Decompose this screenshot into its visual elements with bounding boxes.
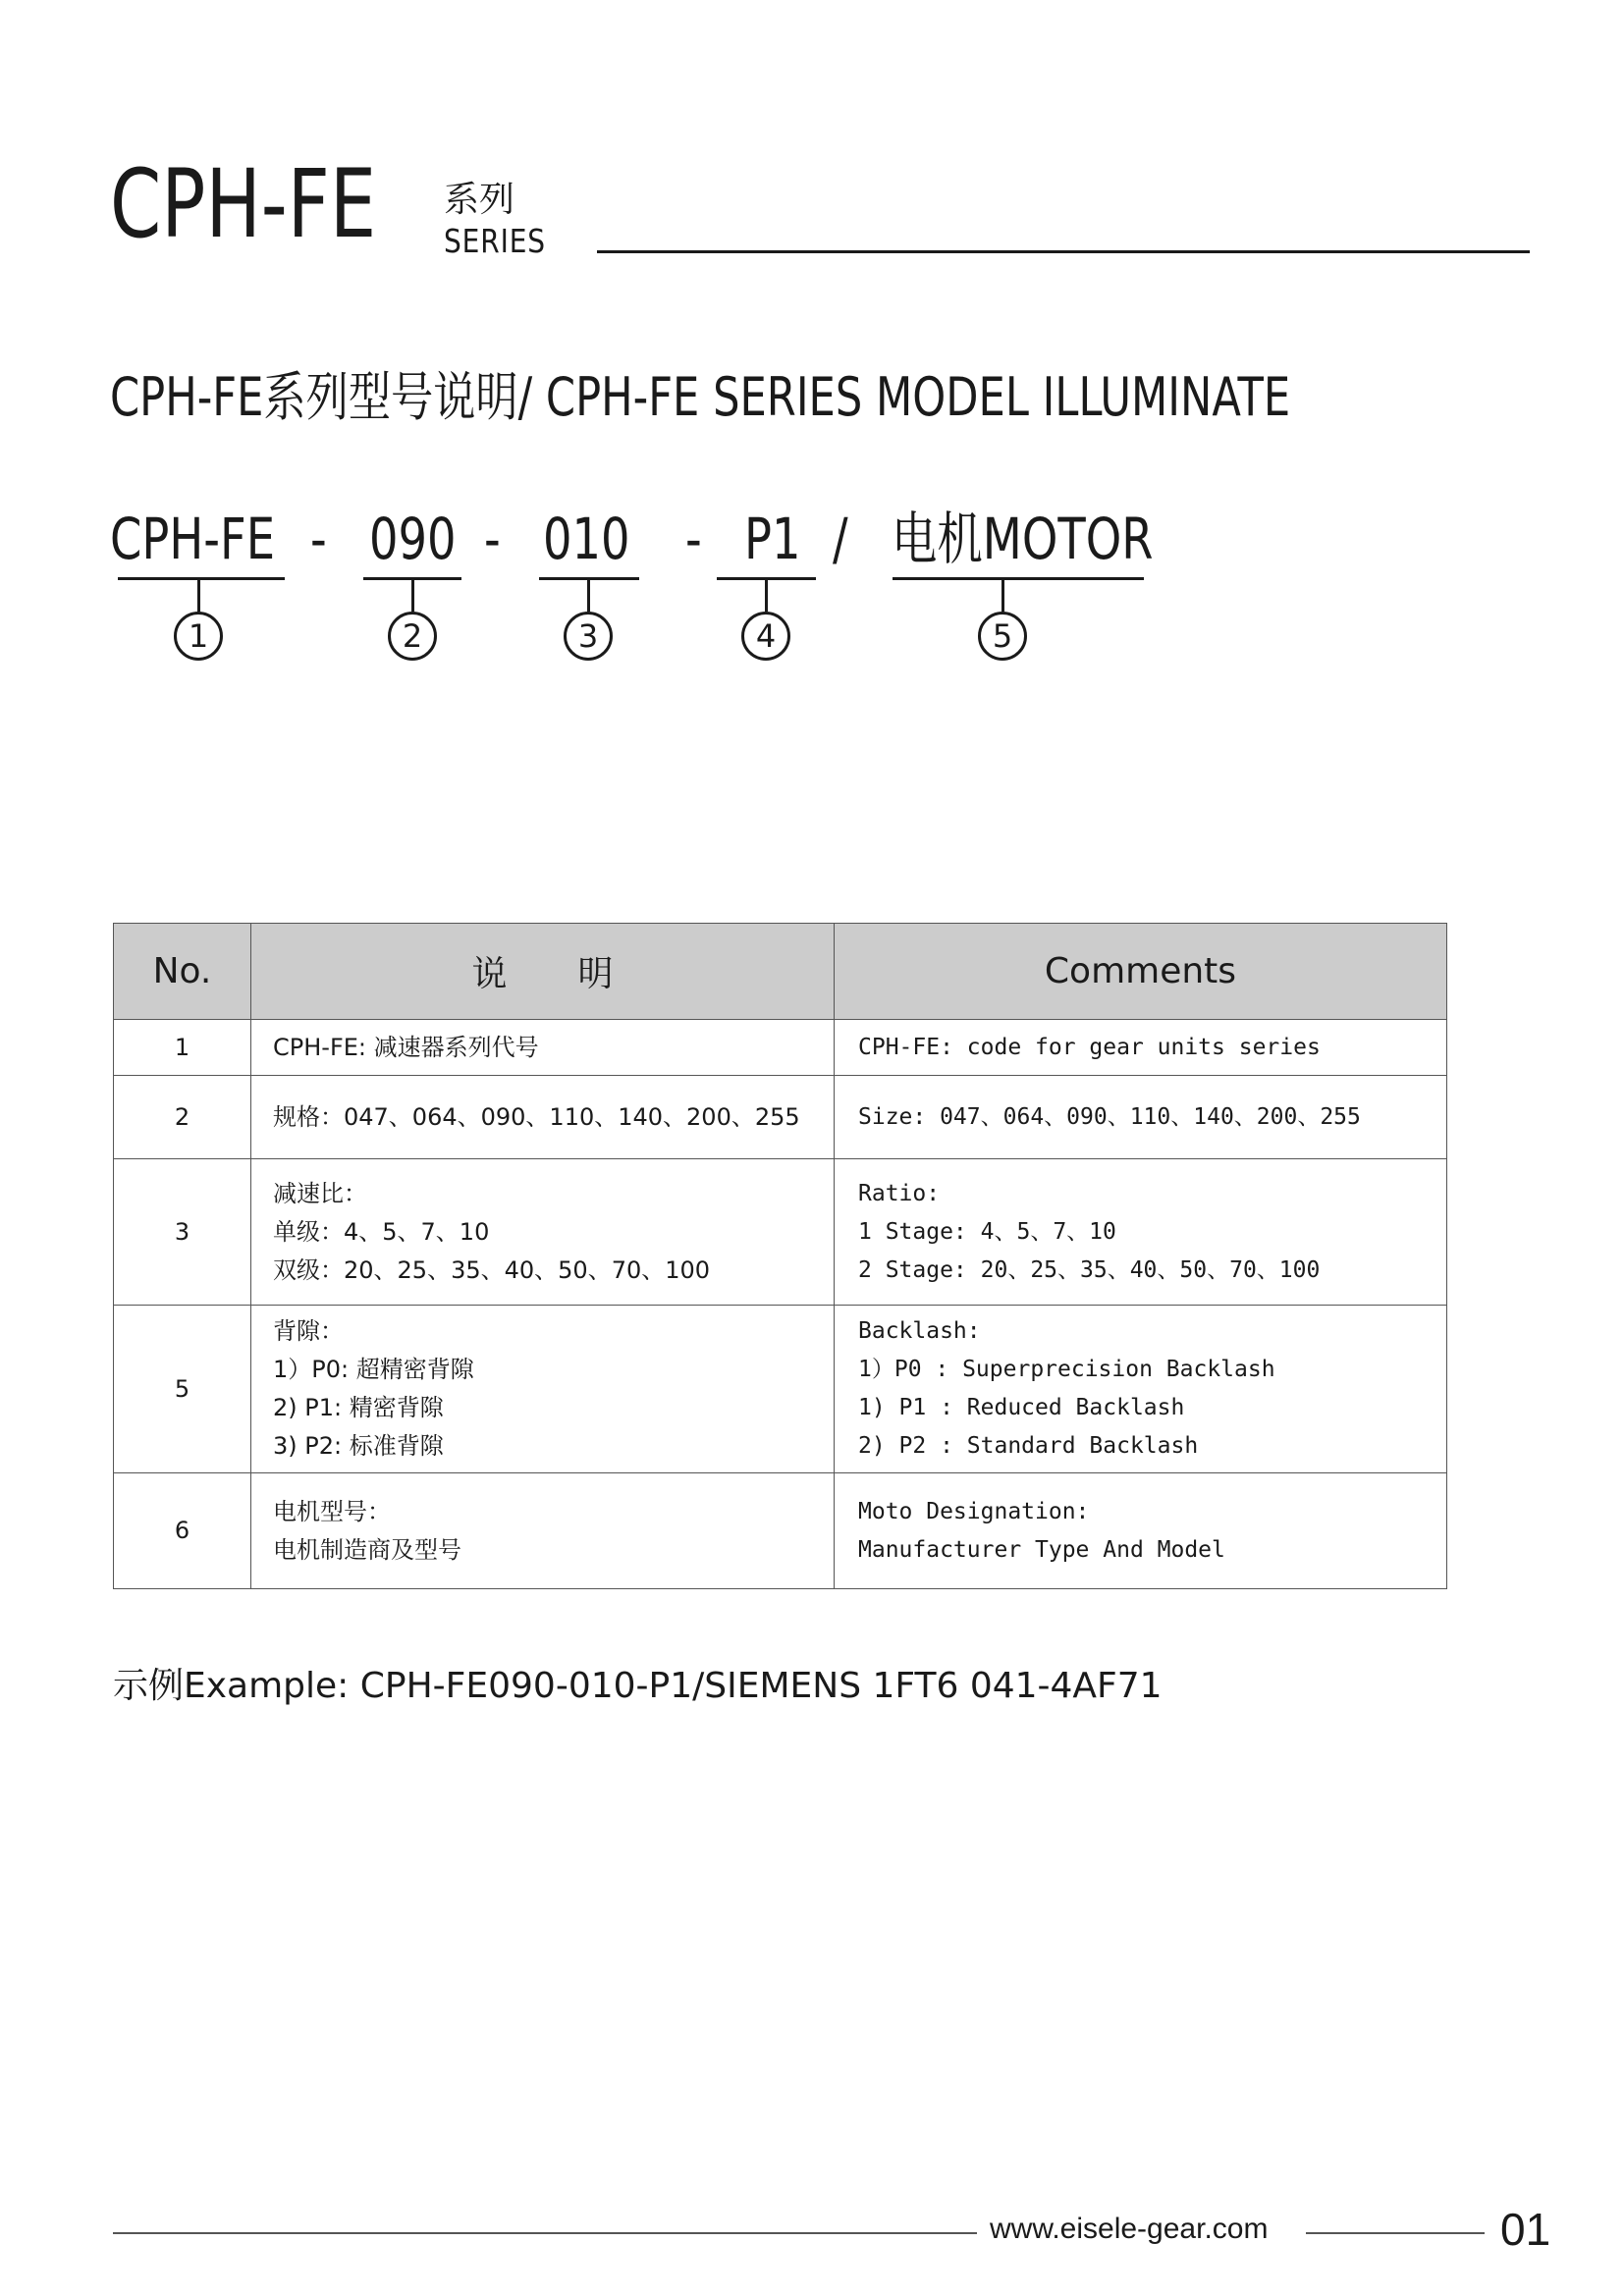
table-header-row [114,924,1447,1020]
description-line: 规格：047、064、090、110、140、200、255 [273,1102,800,1131]
row-comment [835,1020,1447,1076]
page-number: 01 [1500,2204,1551,2255]
model-underline [118,577,285,580]
model-segment-backlash: P1 [744,506,801,572]
model-segment-series: CPH-FE [110,506,276,572]
series-title: CPH-FE [110,149,377,259]
row-number: 2 [114,1076,251,1159]
column-header-no: No. [114,924,251,1020]
description-line: CPH-FE: 减速器系列代号 [273,1033,539,1061]
row-description [251,1473,835,1589]
marker-circle-2: 2 [388,612,437,661]
marker-circle-5: 5 [978,612,1027,661]
model-underline [893,577,1144,580]
comment-line: 2 Stage: 20、25、35、40、50、70、100 [858,1256,1321,1283]
description-line: 3) P2: 标准背隙 [273,1432,444,1460]
comment-line: 1）P0 : Superprecision Backlash [858,1357,1275,1382]
marker-circle-4: 4 [741,612,790,661]
description-line: 电机制造商及型号 [273,1535,461,1564]
description-line: 减速比： [273,1179,367,1207]
model-separator: - [484,506,501,572]
model-segment-size: 090 [369,506,457,572]
model-separator: - [310,506,327,572]
comment-line: Moto Designation: [858,1498,1090,1524]
model-segment-motor: 电机MOTOR [892,506,1154,572]
table-row [114,1306,1447,1473]
description-line: 1）P0: 超精密背隙 [273,1356,474,1383]
model-connector [197,580,200,612]
description-line: 电机型号： [273,1497,391,1525]
marker-circle-1: 1 [174,612,223,661]
comment-line: Manufacturer Type And Model [858,1536,1225,1563]
row-number: 5 [114,1306,251,1473]
table-row [114,1020,1447,1076]
section-heading: CPH-FE系列型号说明/ CPH-FE SERIES MODEL ILLUMINATE [110,366,1291,428]
comment-line: 2) P2 : Standard Backlash [858,1433,1199,1459]
comment-line: Backlash: [858,1318,981,1344]
footer-divider [113,2232,977,2234]
column-header-description: 说 明 [251,924,835,1020]
table-row [114,1473,1447,1589]
model-spec-table [113,923,1447,1589]
footer-website-link[interactable]: www.eisele-gear.com [990,2213,1269,2245]
header-divider [597,250,1530,253]
comment-line: 1) P1 : Reduced Backlash [858,1395,1185,1420]
row-comment [835,1076,1447,1159]
row-description [251,1159,835,1306]
comment-line: 1 Stage: 4、5、7、10 [858,1218,1116,1245]
model-separator: / [833,506,848,572]
comment-line: Ratio: [858,1180,941,1206]
row-number: 3 [114,1159,251,1306]
comment-line: Size: 047、064、090、110、140、200、255 [858,1103,1361,1130]
description-line: 单级：4、5、7、10 [273,1217,490,1246]
description-line: 双级：20、25、35、40、50、70、100 [273,1255,711,1284]
row-description [251,1020,835,1076]
series-label-en: SERIES [444,222,546,260]
row-number: 6 [114,1473,251,1589]
row-description [251,1306,835,1473]
row-comment [835,1159,1447,1306]
model-connector [411,580,414,612]
model-connector [765,580,768,612]
example-model: 示例Example: CPH-FE090-010-P1/SIEMENS 1FT6 041-4AF71 [113,1666,1163,1706]
description-line: 背隙： [273,1317,344,1345]
model-connector [1001,580,1004,612]
model-segment-ratio: 010 [543,506,630,572]
table-row [114,1076,1447,1159]
row-number: 1 [114,1020,251,1076]
description-line: 2) P1: 精密背隙 [273,1394,444,1421]
row-comment [835,1306,1447,1473]
series-label-cn: 系列 [444,180,515,220]
model-connector [587,580,590,612]
table-row [114,1159,1447,1306]
row-comment [835,1473,1447,1589]
column-header-comments: Comments [835,924,1447,1020]
footer-divider [1306,2232,1485,2234]
comment-line: CPH-FE: code for gear units series [858,1034,1321,1060]
row-description [251,1076,835,1159]
model-separator: - [685,506,702,572]
marker-circle-3: 3 [564,612,613,661]
